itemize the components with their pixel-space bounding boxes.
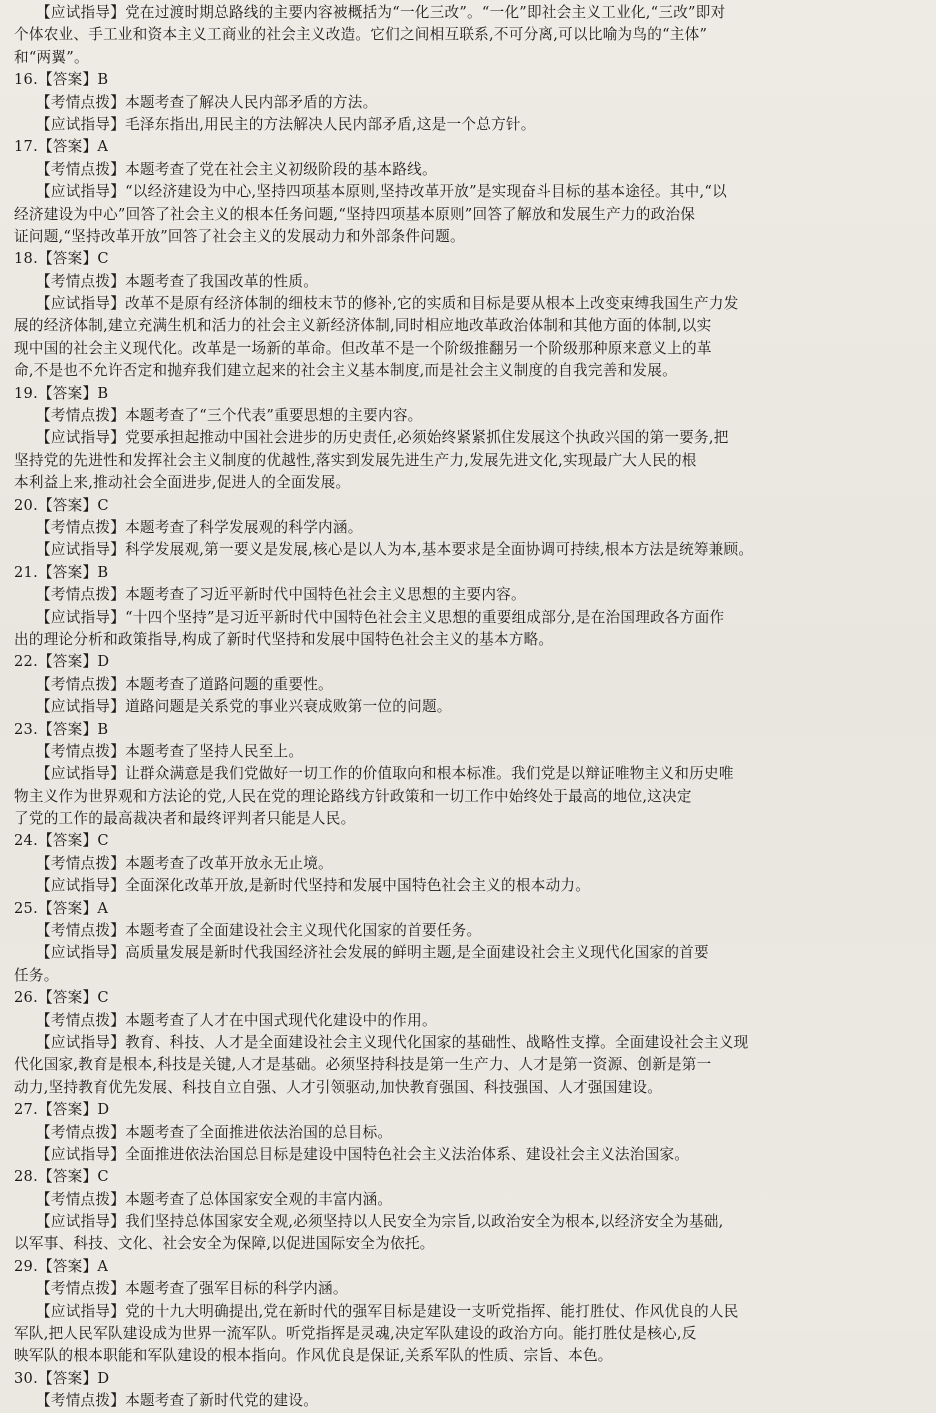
text-line: 军队,把人民军队建设成为世界一流军队。听党指挥是灵魂,决定军队建设的政治方向。能打胜仗是核心,反 [14,1325,697,1343]
text-line: 26.【答案】C [14,989,109,1007]
text-line: 【考情点拨】本题考查了总体国家安全观的丰富内涵。 [36,1190,393,1208]
text-line: 17.【答案】A [14,138,109,156]
text-line: 【应试指导】毛泽东指出,用民主的方法解决人民内部矛盾,这是一个总方针。 [36,115,536,133]
text-line: 现中国的社会主义现代化。改革是一场新的革命。但改革不是一个阶级推翻另一个阶级那种原来意义上的革 [14,339,712,357]
text-line: 【考情点拨】本题考查了全面建设社会主义现代化国家的首要任务。 [36,922,482,940]
text-line: 【应试指导】“以经济建设为中心,坚持四项基本原则,坚持改革开放”是实现奋斗目标的基本途径。其中,“以 [36,183,727,201]
text-line: 21.【答案】B [14,563,109,581]
text-line: 【考情点拨】本题考查了强军目标的科学内涵。 [36,1280,348,1298]
text-line: 物主义作为世界观和方法论的党,人民在党的理论路线方针政策和一切工作中始终处于最高的地位,这决定 [14,787,692,805]
text-line: 【考情点拨】本题考查了改革开放永无止境。 [36,854,333,872]
text-line: 【考情点拨】本题考查了“三个代表”重要思想的主要内容。 [36,407,423,425]
text-line: 【考情点拨】本题考查了解决人民内部矛盾的方法。 [36,93,378,111]
text-line: 本利益上来,推动社会全面进步,促进人的全面发展。 [14,474,351,492]
text-line: 证问题,“坚持改革开放”回答了社会主义的发展动力和外部条件问题。 [14,227,465,245]
text-line: 【考情点拨】本题考查了习近平新时代中国特色社会主义思想的主要内容。 [36,586,526,604]
text-line: 了党的工作的最高裁决者和最终评判者只能是人民。 [14,810,356,828]
text-line: 动力,坚持教育优先发展、科技自立自强、人才引领驱动,加快教育强国、科技强国、人才强国建设。 [14,1078,663,1096]
text-line: 映军队的根本职能和军队建设的根本指向。作风优良是保证,关系军队的性质、宗旨、本色。 [14,1347,613,1365]
text-line: 【应试指导】党要承担起推动中国社会进步的历史责任,必须始终紧紧抓住发展这个执政兴国的第一要务,把 [36,429,729,447]
text-line: 30.【答案】D [14,1369,110,1387]
text-line: 19.【答案】B [14,384,109,402]
text-line: 【考情点拨】本题考查了新时代党的建设。 [36,1392,319,1410]
text-line: 【应试指导】党在过渡时期总路线的主要内容被概括为“一化三改”。“一化”即社会主义工业化,“三改”即对 [36,4,726,21]
text-line: 【应试指导】党的十九大明确提出,党在新时代的强军目标是建设一支听党指挥、能打胜仗、作风优良的人民 [36,1302,739,1320]
text-line: 22.【答案】D [14,653,110,671]
text-line: 展的经济体制,建立充满生机和活力的社会主义新经济体制,同时相应地改革政治体制和其他方面的体制,以实 [14,317,712,335]
answer-explanations-text [14,2,922,1413]
text-line: 23.【答案】B [14,720,109,738]
text-line: 【考情点拨】本题考查了坚持人民至上。 [36,742,304,760]
text-line: 个体农业、手工业和资本主义工商业的社会主义改造。它们之间相互联系,不可分离,可以比喻为鸟的“主体” [14,26,708,44]
text-line: 【考情点拨】本题考查了科学发展观的科学内涵。 [36,518,363,536]
text-line: 27.【答案】D [14,1101,110,1119]
text-line: 20.【答案】C [14,496,109,514]
text-line: 坚持党的先进性和发挥社会主义制度的优越性,落实到发展先进生产力,发展先进文化,实现最广大人民的根 [14,451,697,469]
text-line: 【考情点拨】本题考查了人才在中国式现代化建设中的作用。 [36,1011,437,1029]
text-line: 【应试指导】道路问题是关系党的事业兴衰成败第一位的问题。 [36,698,452,716]
text-line: 经济建设为中心”回答了社会主义的根本任务问题,“坚持四项基本原则”回答了解放和发展生产力的政治保 [14,205,696,223]
text-line: 【应试指导】我们坚持总体国家安全观,必须坚持以人民安全为宗旨,以政治安全为根本,以经济安全为基础, [36,1213,724,1231]
text-line: 29.【答案】A [14,1257,109,1275]
text-line: 任务。 [14,966,59,984]
text-line: 【应试指导】高质量发展是新时代我国经济社会发展的鲜明主题,是全面建设社会主义现代化国家的首要 [36,944,709,962]
text-line: 【考情点拨】本题考查了道路问题的重要性。 [36,675,333,693]
text-line: 【应试指导】科学发展观,第一要义是发展,核心是以人为本,基本要求是全面协调可持续,根本方法是统筹兼顾。 [36,541,754,559]
text-line: 24.【答案】C [14,832,109,850]
text-line: 【考情点拨】本题考查了党在社会主义初级阶段的基本路线。 [36,160,437,178]
text-line: 25.【答案】A [14,899,109,917]
text-line: 【应试指导】教育、科技、人才是全面建设社会主义现代化国家的基础性、战略性支撑。全面建设社会主义现 [36,1033,749,1051]
text-line: 【应试指导】改革不是原有经济体制的细枝末节的修补,它的实质和目标是要从根本上改变束缚我国生产力发 [36,295,739,313]
text-line: 【应试指导】全面深化改革开放,是新时代坚持和发展中国特色社会主义的根本动力。 [36,877,591,895]
text-line: 【应试指导】“十四个坚持”是习近平新时代中国特色社会主义思想的重要组成部分,是在治国理政各方面作 [36,608,725,626]
text-line: 代化国家,教育是根本,科技是关键,人才是基础。必须坚持科技是第一生产力、人才是第一资源、创新是第一 [14,1056,712,1074]
text-line: 以军事、科技、文化、社会安全为保障,以促进国际安全为依托。 [14,1235,435,1253]
text-line: 和“两翼”。 [14,48,89,66]
text-line: 【应试指导】让群众满意是我们党做好一切工作的价值取向和根本标准。我们党是以辩证唯物主义和历史唯 [36,765,734,783]
text-line: 28.【答案】C [14,1168,109,1186]
text-line: 【考情点拨】本题考查了全面推进依法治国的总目标。 [36,1123,393,1141]
text-line: 18.【答案】C [14,250,109,268]
text-line: 出的理论分析和政策指导,构成了新时代坚持和发展中国特色社会主义的基本方略。 [14,630,554,648]
text-line: 【考情点拨】本题考查了我国改革的性质。 [36,272,319,290]
text-line: 命,不是也不允许否定和抛弃我们建立起来的社会主义基本制度,而是社会主义制度的自我完善和发展。 [14,362,677,380]
text-line: 【应试指导】全面推进依法治国总目标是建设中国特色社会主义法治体系、建设社会主义法治国家。 [36,1145,690,1163]
text-line: 16.【答案】B [14,71,109,89]
